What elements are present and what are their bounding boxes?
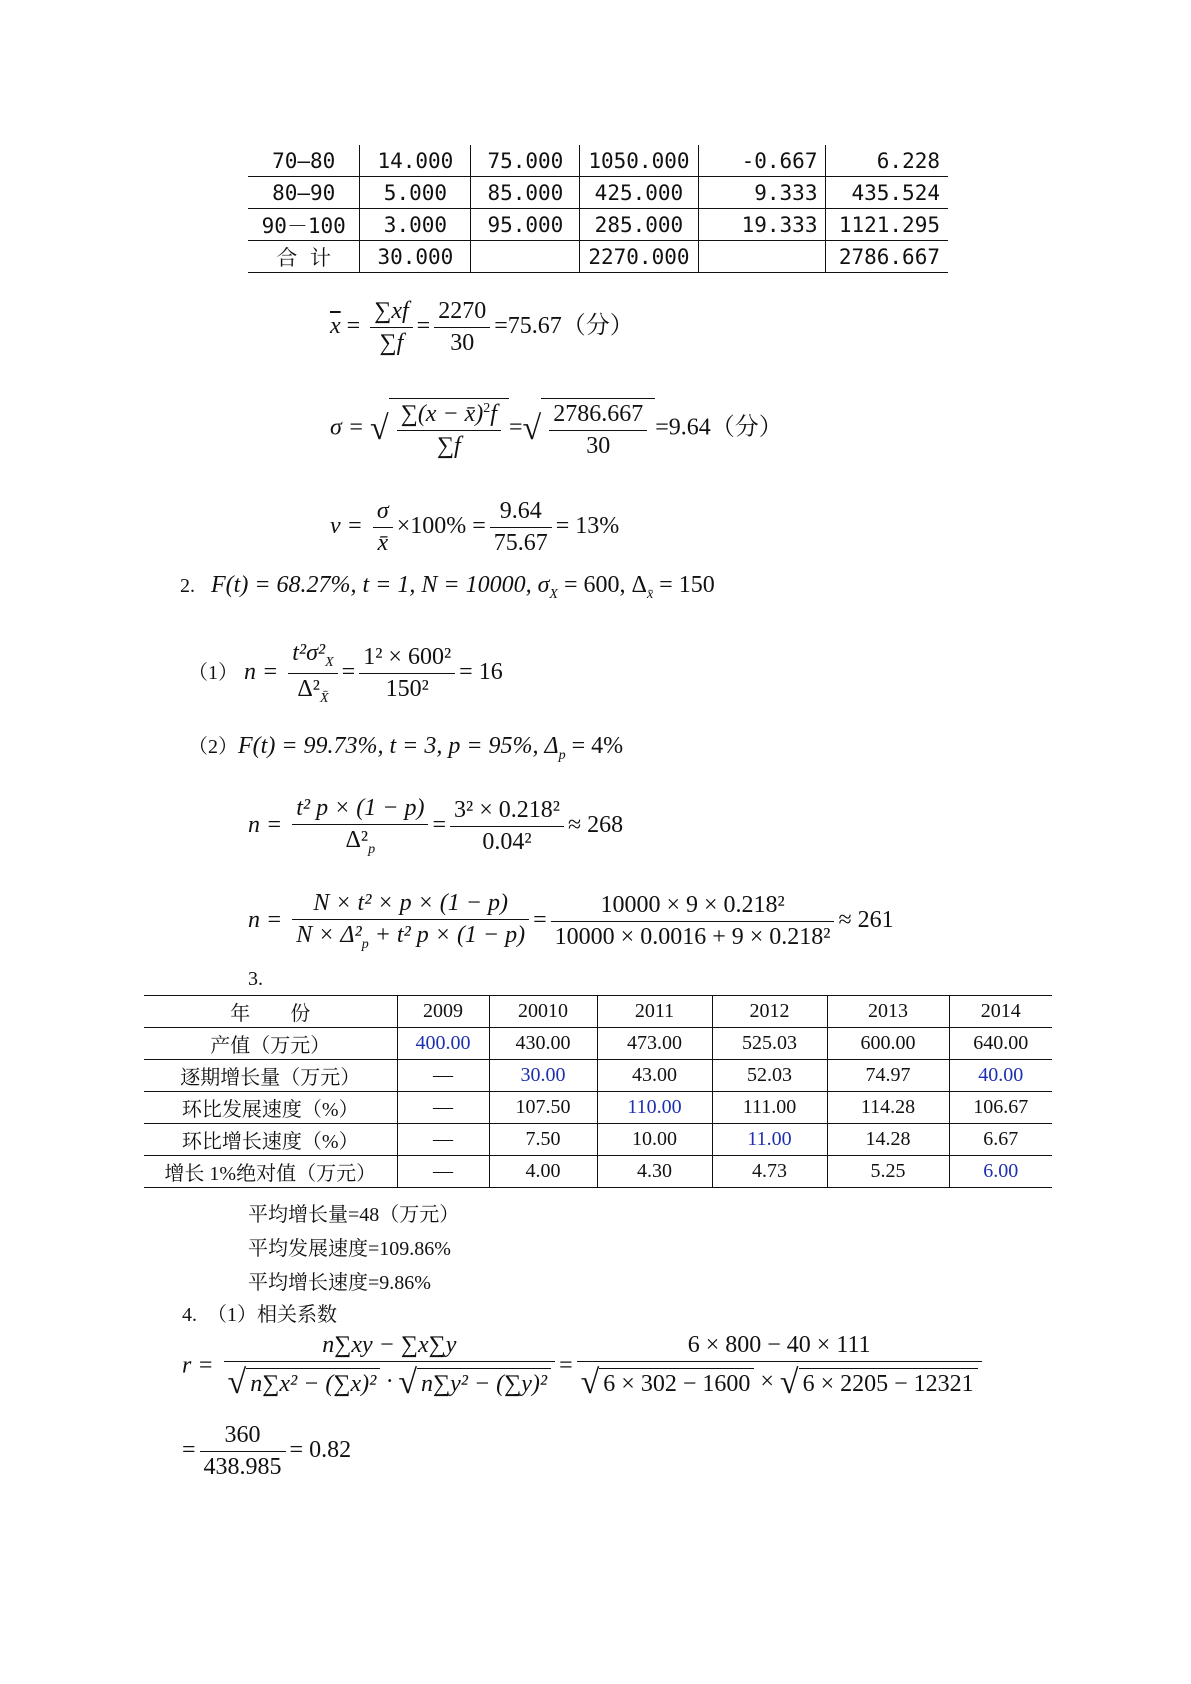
avg-growth: 平均增长量=48（万元） (248, 1204, 460, 1226)
table-cell: 435.524 (826, 177, 948, 209)
table-row (248, 177, 948, 209)
table-cell: 逐期增长量（万元） (144, 1060, 397, 1092)
table-cell: -0.667 (698, 145, 826, 177)
table-cell: 107.50 (489, 1092, 597, 1124)
sample-size-formula-3: n = $\frac{\text{N × t² × p × (1 − p)}}{N \times \Delta^2_p + t^2 p \times (1 - p)}$ = $\frac{\text{10000 × 9 × 0.218²}}{\text{10000 × 0.0016 + 9 × 0.218²}}$ ≈ 261 (248, 890, 894, 952)
table-cell: 95.000 (471, 209, 580, 241)
table-cell: 19.333 (698, 209, 826, 241)
table-cell: 106.67 (949, 1092, 1052, 1124)
avg-development-speed: 平均发展速度=109.86% (248, 1238, 451, 1260)
table-cell: 9.333 (698, 177, 826, 209)
table-row (248, 145, 948, 177)
table-row (144, 1124, 1052, 1156)
sample-size-formula-1: （1） n = $\frac{t^2\sigma^2_X}{\Delta^2_{X̄}}$ = $\frac{\text{1² × 600²}}{\text{150²}}$ = 16 (188, 640, 503, 706)
table-cell: 1050.000 (580, 145, 698, 177)
table-cell: 114.28 (827, 1092, 949, 1124)
table-cell: 85.000 (471, 177, 580, 209)
table-cell: 111.00 (712, 1092, 827, 1124)
frequency-table (248, 145, 948, 273)
table-cell: 400.00 (397, 1028, 489, 1060)
table-header-cell: 2014 (949, 996, 1052, 1028)
correlation-formula: r = $\frac{n\sum xy - \sum x\sum y}{\text{√ n∑x² − (∑x)² · √ n∑y² − (∑y)²}}$ = $\frac{6 \times 800 - 40 \times 111}{√ 6 \times 302 - 1600 \times √ 6 \times 2205 - 12321}$ (182, 1332, 986, 1402)
table-row (144, 1092, 1052, 1124)
table-cell: 4.30 (597, 1156, 712, 1188)
table-row (248, 241, 948, 273)
table-cell: 2786.667 (826, 241, 948, 273)
table-header-cell: 2009 (397, 996, 489, 1028)
table-cell: 90－100 (248, 209, 360, 241)
table-cell: 14.000 (360, 145, 471, 177)
avg-growth-speed: 平均增长速度=9.86% (248, 1272, 431, 1294)
table-header-row (144, 996, 1052, 1028)
table-cell: 52.03 (712, 1060, 827, 1092)
table-row (248, 209, 948, 241)
table-row (144, 1060, 1052, 1092)
table-cell: 30.000 (360, 241, 471, 273)
table-cell: 80—90 (248, 177, 360, 209)
table-header-cell: 2013 (827, 996, 949, 1028)
std-dev-formula: σ = √ $\frac{\sum(x - x̄)^2f}{\sum f}$ =√ $\frac{2786.667}{30}$ =9.64（分） (330, 398, 783, 460)
table-header-cell: 2012 (712, 996, 827, 1028)
table-cell: — (397, 1124, 489, 1156)
table-cell: 5.000 (360, 177, 471, 209)
table-cell: 5.25 (827, 1156, 949, 1188)
table-row (144, 1156, 1052, 1188)
table-cell: 4.00 (489, 1156, 597, 1188)
table-cell: — (397, 1092, 489, 1124)
table-cell: 70—80 (272, 148, 336, 173)
table-cell: 11.00 (712, 1124, 827, 1156)
table-cell: 环比增长速度（%） (144, 1124, 397, 1156)
table-cell: 合 计 (248, 241, 360, 273)
table-row (144, 1028, 1052, 1060)
table-cell: 600.00 (827, 1028, 949, 1060)
table-cell: 产值（万元） (144, 1028, 397, 1060)
question-2-given: 2. F(t) = 68.27%, t = 1, N = 10000, $\sigma_X = 600$, $\Delta_{x̄} = 150$ (180, 572, 715, 602)
table-cell: — (397, 1156, 489, 1188)
question-2-part-2-given: （2）F(t) = 99.73%, t = 3, p = 95%, $\Delta_p = 4\%$ (188, 733, 624, 763)
table-cell: 6.67 (949, 1124, 1052, 1156)
table-cell: 1121.295 (826, 209, 948, 241)
table-cell: 10.00 (597, 1124, 712, 1156)
table-cell: 285.000 (580, 209, 698, 241)
table-cell: 525.03 (712, 1028, 827, 1060)
mean-formula: $\overline{x}$ = $\frac{\sum xf}{\sum f}$ = $\frac{2270}{30}$ =75.67（分） (330, 298, 634, 356)
table-cell: 7.50 (489, 1124, 597, 1156)
table-cell: 110.00 (597, 1092, 712, 1124)
table-cell: 40.00 (949, 1060, 1052, 1092)
question-3-label: 3. (248, 968, 263, 990)
growth-table (144, 995, 1052, 1188)
sample-size-formula-2: n = $\frac{\text{t² p × (1 − p)}}{\Delta^2_p}$ = $\frac{\text{3² × 0.218²}}{\text{0.04²}}$ ≈ 268 (248, 795, 624, 857)
table-header-cell: 2011 (597, 996, 712, 1028)
table-cell: — (397, 1060, 489, 1092)
correlation-result: = $\frac{360}{438.985}$ = 0.82 (182, 1422, 352, 1480)
question-4-heading: 4. （1）相关系数 (182, 1304, 337, 1326)
table-cell: 473.00 (597, 1028, 712, 1060)
table-cell (698, 241, 826, 273)
table-cell: 430.00 (489, 1028, 597, 1060)
table-header-cell: 20010 (489, 996, 597, 1028)
table-cell: 2270.000 (580, 241, 698, 273)
table-cell: 14.28 (827, 1124, 949, 1156)
table-cell: 4.73 (712, 1156, 827, 1188)
table-cell: 3.000 (360, 209, 471, 241)
table-cell: 425.000 (580, 177, 698, 209)
table-cell: 640.00 (949, 1028, 1052, 1060)
table-header-cell: 年 份 (144, 996, 397, 1028)
table-cell: 75.000 (471, 145, 580, 177)
table-cell: 环比发展速度（%） (144, 1092, 397, 1124)
table-cell: 6.228 (826, 145, 948, 177)
table-cell: 43.00 (597, 1060, 712, 1092)
table-cell (471, 241, 580, 273)
table-cell: 增长 1%绝对值（万元） (144, 1156, 397, 1188)
table-cell: 6.00 (949, 1156, 1052, 1188)
table-cell: 30.00 (489, 1060, 597, 1092)
table-cell: 74.97 (827, 1060, 949, 1092)
variation-formula: v = $\frac{\sigma}{x̄}$ ×100% = $\frac{9.64}{75.67}$ = 13% (330, 498, 620, 556)
